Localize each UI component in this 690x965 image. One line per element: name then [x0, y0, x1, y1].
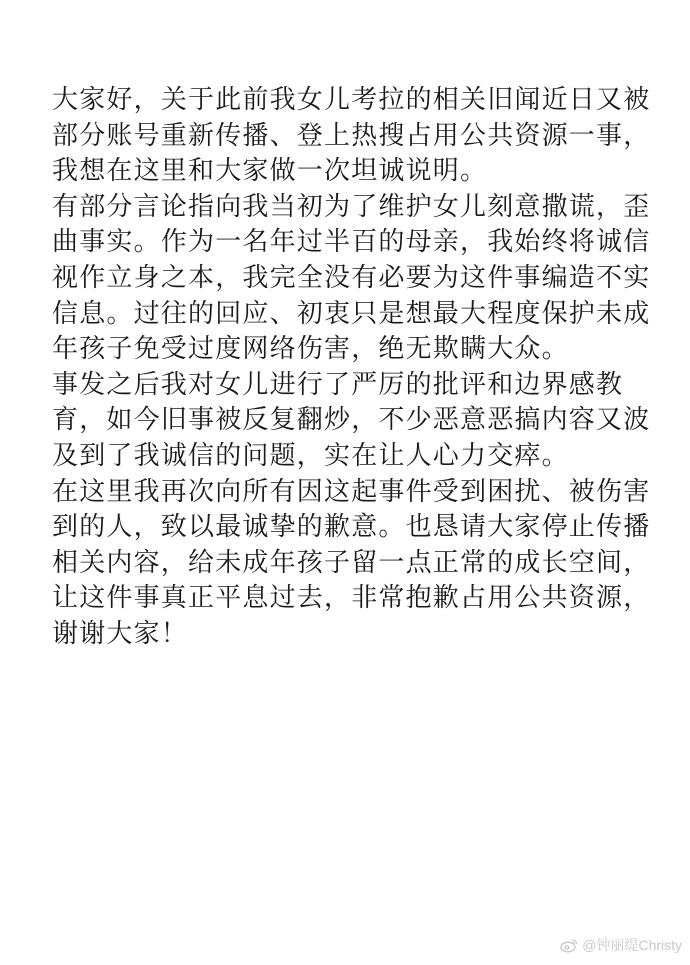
statement-line: 信息。过往的回应、初衷只是想最大程度保护未成	[52, 298, 651, 329]
statement-body	[52, 83, 652, 653]
statement-line: 育，如今旧事被反复翻炒，不少恶意恶搞内容又波	[52, 405, 651, 436]
statement-line: 相关内容，给未成年孩子留一点正常的成长空间，	[52, 547, 651, 578]
statement-line: 到的人，致以最诚挚的歉意。也恳请大家停止传播	[52, 512, 651, 543]
weibo-watermark	[560, 935, 682, 955]
statement-line: 我想在这里和大家做一次坦诚说明。	[52, 156, 488, 187]
statement-line: 及到了我诚信的问题，实在让人心力交瘁。	[52, 440, 569, 471]
statement-line: 年孩子免受过度网络伤害，绝无欺瞒大众。	[52, 334, 569, 365]
statement-line: 在这里我再次向所有因这起事件受到困扰、被伤害	[52, 476, 651, 507]
statement-line: 谢谢大家！	[52, 618, 189, 649]
statement-line: 事发之后我对女儿进行了严厉的批评和边界感教	[52, 369, 624, 400]
statement-line: 大家好，关于此前我女儿考拉的相关旧闻近日又被	[52, 85, 651, 115]
statement-line: 让这件事真正平息过去，非常抱歉占用公共资源，	[52, 583, 651, 614]
watermark-text: @钟丽缇Christy	[582, 937, 682, 953]
statement-line: 有部分言论指向我当初为了维护女儿刻意撒谎，歪	[52, 191, 651, 222]
statement-line: 部分账号重新传播、登上热搜占用公共资源一事，	[52, 120, 651, 151]
statement-line: 曲事实。作为一名年过半百的母亲，我始终将诚信	[52, 227, 651, 258]
statement-line: 视作立身之本，我完全没有必要为这件事编造不实	[52, 262, 651, 293]
weibo-logo-icon	[560, 937, 578, 953]
